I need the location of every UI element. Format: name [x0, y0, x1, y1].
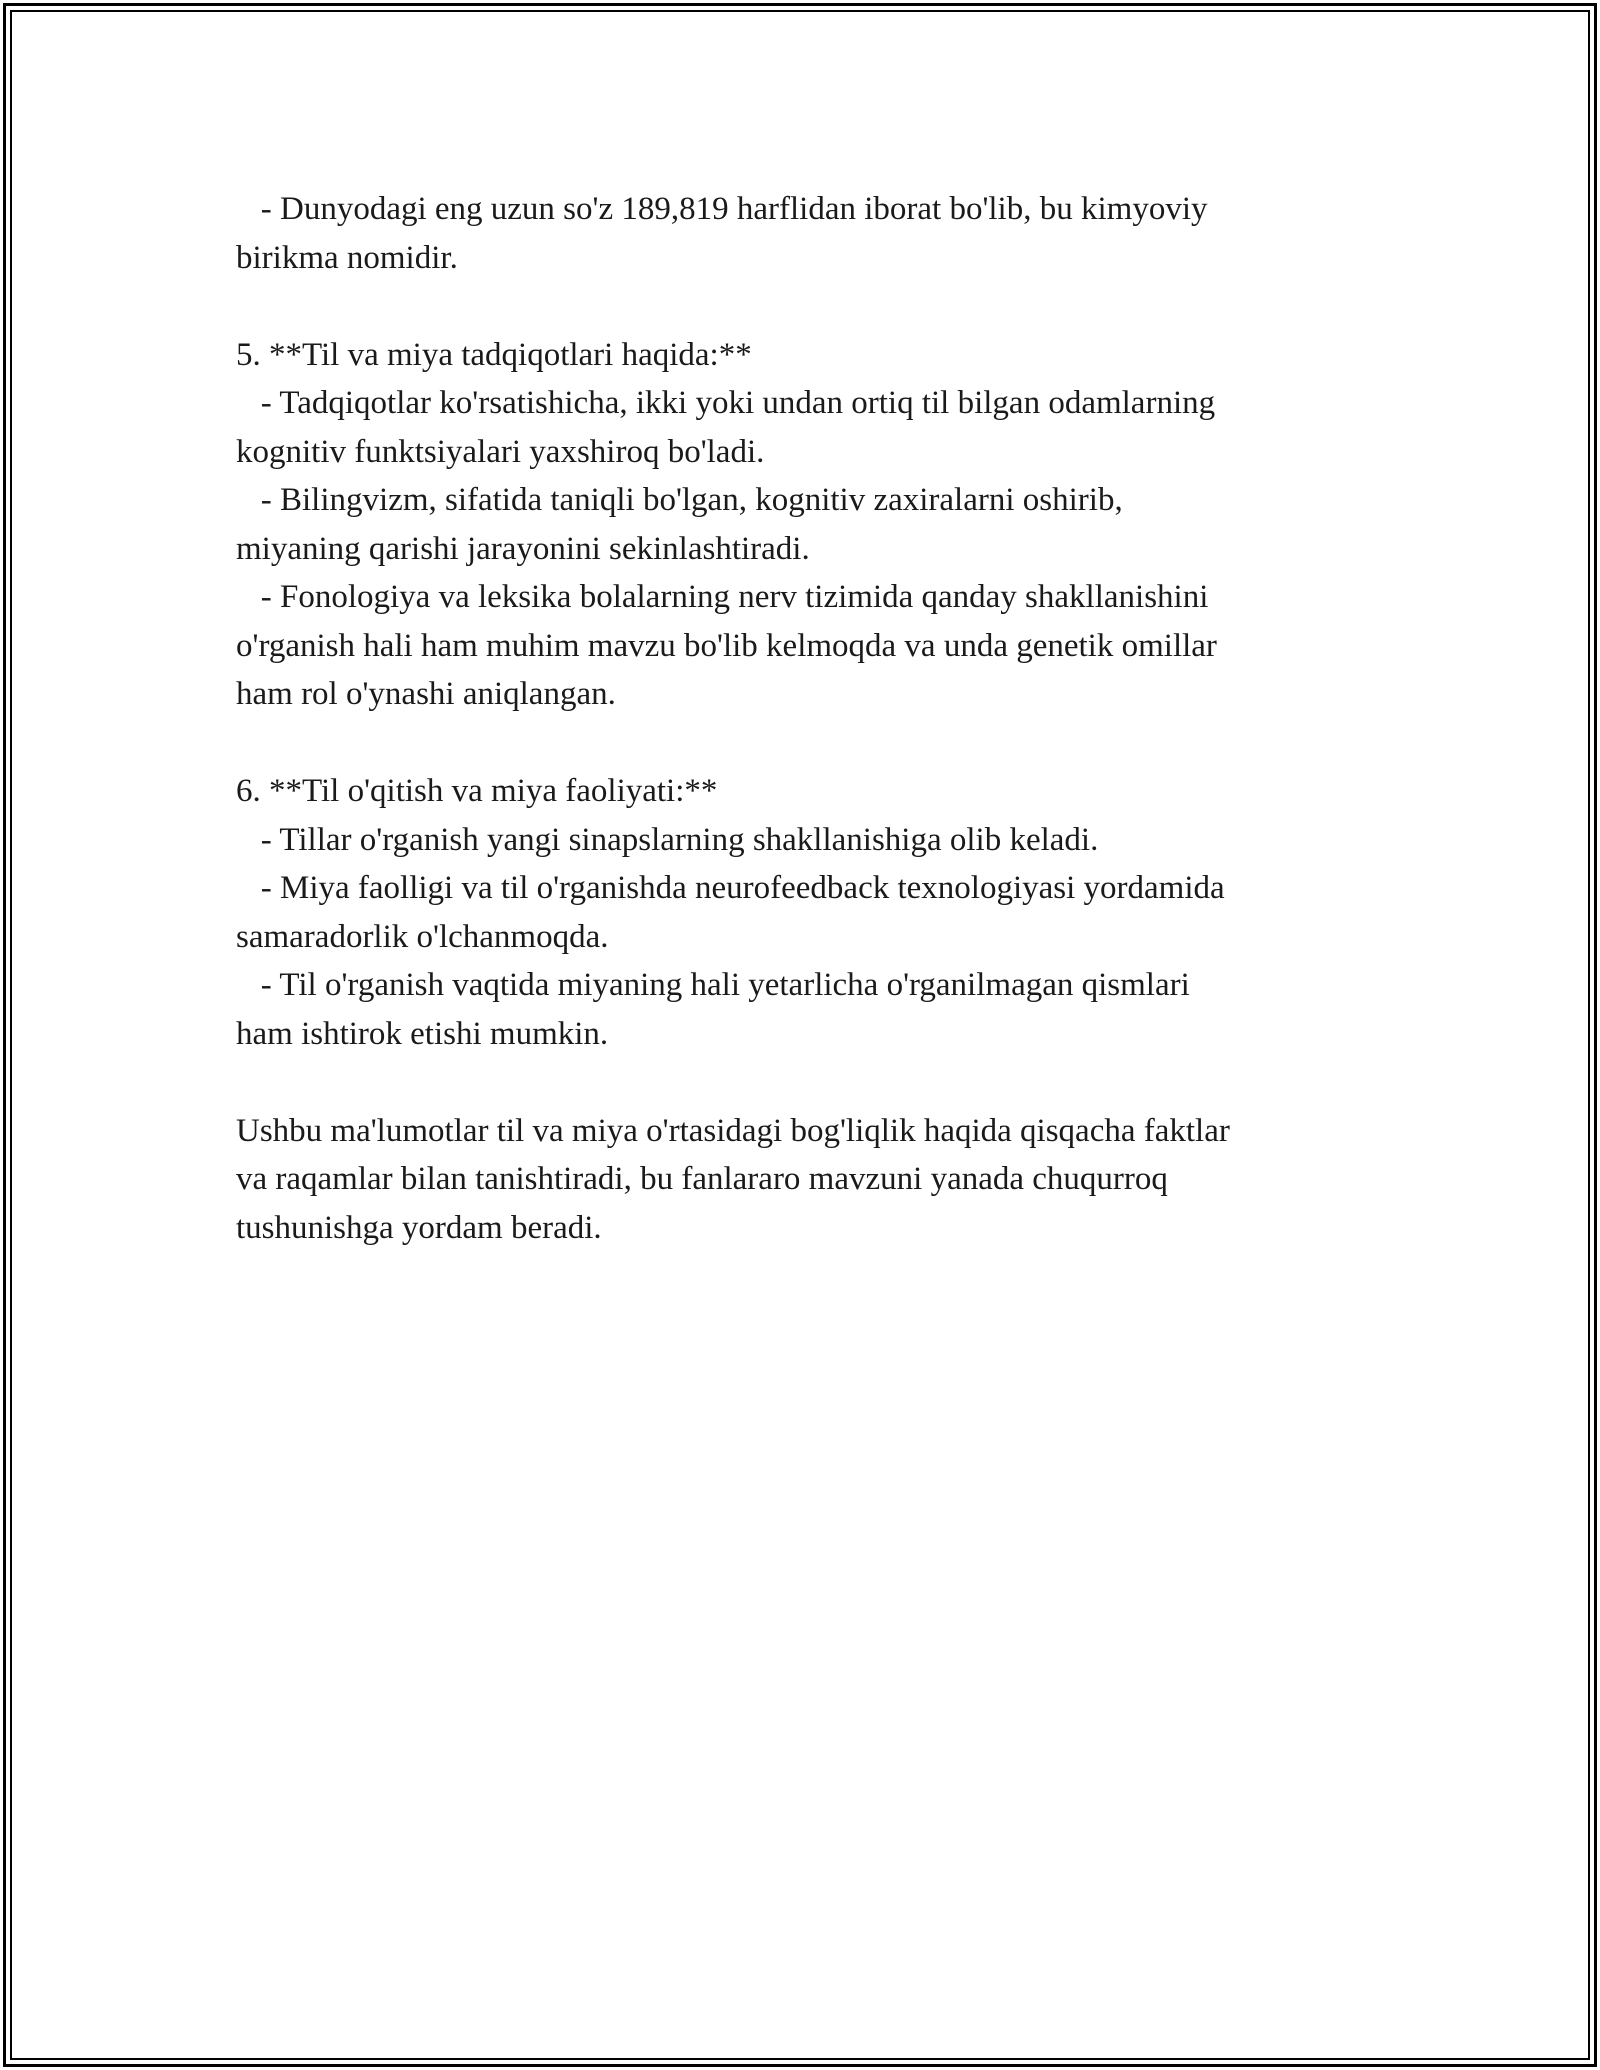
section-heading: 6. **Til o'qitish va miya faoliyati:** — [236, 773, 718, 809]
intro-paragraph — [236, 185, 1356, 282]
blank-line — [236, 1058, 1356, 1107]
text-line: samaradorlik o'lchanmoqda. — [236, 918, 609, 955]
text-line: kognitiv funktsiyalari yaxshiroq bo'ladi. — [236, 433, 765, 470]
text-line: - Bilingvizm, sifatida taniqli bo'lgan, kognitiv zaxiralarni oshirib, — [236, 482, 1123, 518]
document-body — [236, 185, 1356, 1252]
text-line: miyaning qarishi jarayonini sekinlashtiradi. — [236, 530, 810, 567]
section-6 — [236, 767, 1356, 1058]
text-line: - Miya faolligi va til o'rganishda neurofeedback texnologiyasi yordamida — [236, 870, 1225, 906]
blank-line — [236, 282, 1356, 331]
section-5 — [236, 331, 1356, 719]
section-heading: 5. **Til va miya tadqiqotlari haqida:** — [236, 336, 752, 373]
conclusion-paragraph — [236, 1107, 1356, 1253]
text-line: - Fonologiya va leksika bolalarning nerv tizimida qanday shakllanishini — [236, 579, 1209, 615]
text-line: - Tadqiqotlar ko'rsatishicha, ikki yoki undan ortiq til bilgan odamlarning — [236, 385, 1216, 421]
text-line: tushunishga yordam beradi. — [236, 1209, 602, 1246]
text-line: - Til o'rganish vaqtida miyaning hali yetarlicha o'rganilmagan qismlari — [236, 967, 1190, 1003]
text-line: birikma nomidir. — [236, 239, 458, 276]
blank-line — [236, 719, 1356, 768]
text-line: o'rganish hali ham muhim mavzu bo'lib kelmoqda va unda genetik omillar — [236, 627, 1217, 664]
text-line: va raqamlar bilan tanishtiradi, bu fanlararo mavzuni yanada chuqurroq — [236, 1161, 1168, 1197]
text-line: ham ishtirok etishi mumkin. — [236, 1015, 609, 1052]
text-line: - Tillar o'rganish yangi sinapslarning shakllanishiga olib keladi. — [236, 821, 1099, 858]
text-line: - Dunyodagi eng uzun so'z 189,819 harflidan iborat bo'lib, bu kimyoviy — [236, 191, 1208, 227]
text-line: Ushbu ma'lumotlar til va miya o'rtasidagi bog'liqlik haqida qisqacha faktlar — [236, 1112, 1230, 1149]
text-line: ham rol o'ynashi aniqlangan. — [236, 676, 616, 712]
